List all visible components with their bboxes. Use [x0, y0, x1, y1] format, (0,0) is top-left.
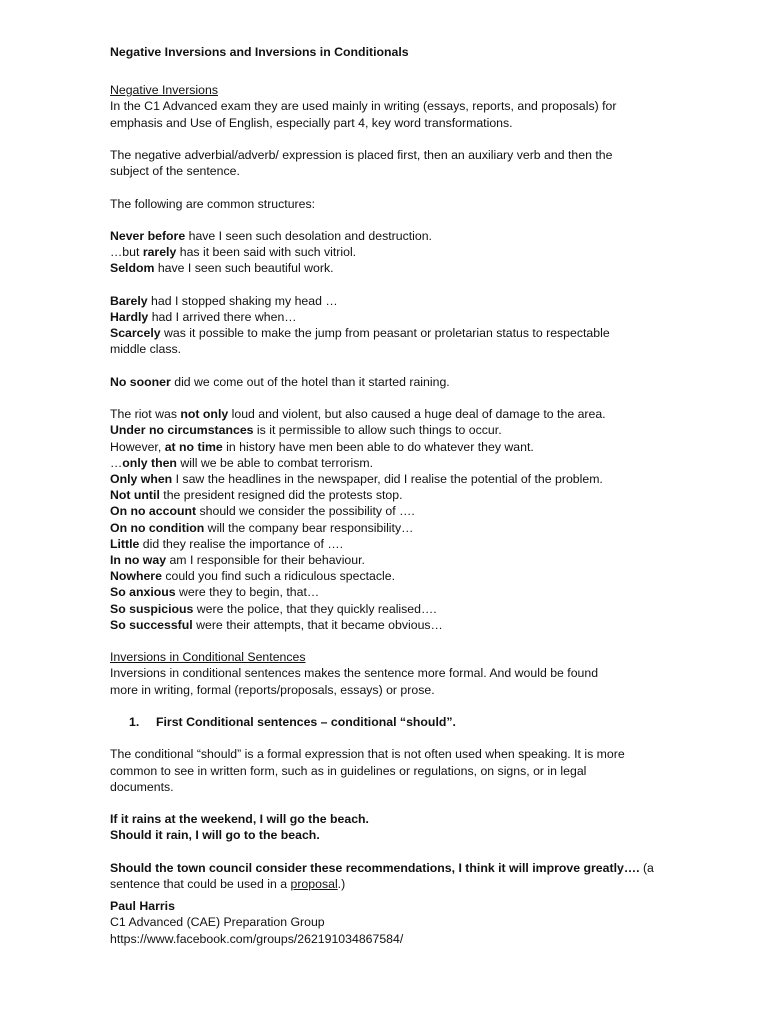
example-line	[110, 374, 670, 390]
list-item-text: First Conditional sentences – conditional “should”.	[156, 715, 456, 729]
example-text: will the company bear responsibility…	[204, 520, 414, 535]
example-line	[110, 552, 670, 568]
example-text: had I arrived there when…	[148, 309, 297, 324]
example-line	[110, 455, 670, 471]
example-text: could you find such a ridiculous spectacle.	[161, 569, 396, 584]
example-text: …	[110, 455, 123, 470]
inversion-phrase: rarely	[142, 245, 177, 260]
explanation-line: common to see in written form, such as in guidelines or regulations, on signs, or in legal	[110, 763, 587, 778]
example-line	[110, 520, 670, 536]
inversion-phrase: Seldom	[110, 261, 155, 276]
inversion-phrase: In no way	[110, 553, 167, 567]
example-text: were their attempts, that it became obvious…	[192, 617, 443, 632]
proposal-word: proposal	[290, 876, 338, 891]
example-line	[110, 601, 670, 617]
example-sentence: Should it rain, I will go to the beach.	[110, 828, 320, 843]
example-text: middle class.	[110, 342, 182, 357]
example-line	[110, 487, 670, 503]
inversion-phrase: So suspicious	[110, 601, 194, 616]
proposal-note-text: sentence that could be used in a	[110, 876, 291, 891]
inversion-phrase: On no account	[110, 504, 197, 519]
inversion-phrase: Only when	[110, 471, 173, 486]
example-line	[110, 325, 670, 341]
example-line	[110, 568, 670, 584]
example-group	[110, 228, 670, 277]
group-name: C1 Advanced (CAE) Preparation Group	[110, 915, 325, 930]
inversion-phrase: not only	[180, 407, 229, 422]
example-text: I saw the headlines in the newspaper, did I realise the potential of the problem.	[172, 471, 603, 486]
common-structures-label: The following are common structures:	[110, 196, 316, 211]
example-line	[110, 503, 670, 519]
example-line	[110, 617, 670, 633]
inversion-phrase: Nowhere	[110, 569, 162, 584]
example-text: had I stopped shaking my head …	[147, 293, 338, 308]
example-text: should we consider the possibility of ….	[196, 504, 415, 519]
explanation-line: The conditional “should” is a formal expression that is not often used when speaking. It is more	[110, 747, 625, 762]
section-heading-conditional-inversions: Inversions in Conditional Sentences	[110, 650, 306, 665]
document-body	[110, 44, 670, 947]
example-line	[110, 260, 670, 276]
example-text: have I seen such beautiful work.	[154, 261, 334, 276]
inversion-phrase: Hardly	[110, 309, 149, 324]
example-text: did we come out of the hotel than it started raining.	[170, 374, 450, 389]
proposal-example-tail: (a	[639, 860, 654, 875]
example-line	[110, 228, 670, 244]
proposal-example-line	[110, 876, 670, 892]
example-line	[110, 471, 670, 487]
example-text: is it permissible to allow such things to occur.	[253, 423, 502, 438]
example-line	[110, 309, 670, 325]
intro-line: Inversions in conditional sentences makes the sentence more formal. And would be found	[110, 666, 599, 681]
inversion-phrase: Scarcely	[110, 326, 161, 341]
inversion-phrase: only then	[122, 455, 177, 470]
numbered-list-item	[110, 714, 670, 730]
example-line	[110, 439, 670, 455]
structure-line: subject of the sentence.	[110, 164, 240, 179]
example-sentence: If it rains at the weekend, I will go the beach.	[110, 812, 369, 827]
author-name: Paul Harris	[110, 899, 175, 914]
example-text: The riot was	[110, 407, 181, 422]
example-group	[110, 406, 670, 633]
explanation-line: documents.	[110, 779, 174, 794]
list-number: 1.	[129, 715, 140, 729]
example-text: were they to begin, that…	[175, 585, 320, 600]
structure-line: The negative adverbial/adverb/ expression is placed first, then an auxiliary verb and then the	[110, 148, 613, 162]
example-group	[110, 293, 670, 358]
inversion-phrase: Never before	[110, 228, 186, 243]
intro-line: In the C1 Advanced exam they are used mainly in writing (essays, reports, and proposals) for	[110, 99, 617, 114]
example-group	[110, 374, 670, 390]
group-url[interactable]: https://www.facebook.com/groups/262191034867584/	[110, 931, 404, 946]
example-text: will we be able to combat terrorism.	[176, 455, 374, 470]
section-heading-negative-inversions: Negative Inversions	[110, 83, 218, 98]
proposal-note-end: .)	[337, 876, 346, 891]
example-text: was it possible to make the jump from peasant or proletarian status to respectable	[160, 326, 610, 341]
example-text: However,	[110, 439, 165, 454]
example-text: has it been said with such vitriol.	[176, 245, 357, 260]
proposal-example-bold: Should the town council consider these recommendations, I think it will improve greatly….	[110, 860, 640, 875]
document-title: Negative Inversions and Inversions in Conditionals	[110, 45, 409, 59]
intro-line: more in writing, formal (reports/proposals, essays) or prose.	[110, 682, 435, 697]
inversion-phrase: Not until	[110, 488, 160, 503]
example-text: loud and violent, but also caused a huge deal of damage to the area.	[228, 407, 606, 422]
example-line	[110, 244, 670, 260]
example-line	[110, 406, 670, 422]
example-text: am I responsible for their behaviour.	[166, 553, 365, 567]
example-line	[110, 341, 670, 357]
proposal-example-line	[110, 860, 670, 876]
example-line	[110, 584, 670, 600]
intro-line: emphasis and Use of English, especially part 4, key word transformations.	[110, 115, 513, 130]
example-text: in history have men been able to do whatever they want.	[222, 439, 534, 454]
inversion-phrase: So successful	[110, 617, 193, 632]
inversion-phrase: So anxious	[110, 585, 176, 600]
inversion-phrase: No sooner	[110, 374, 171, 389]
example-text: …but	[110, 245, 143, 260]
example-text: did they realise the importance of ….	[139, 536, 344, 551]
example-text: were the police, that they quickly realised….	[193, 601, 437, 616]
example-line	[110, 422, 670, 438]
inversion-phrase: Under no circumstances	[110, 423, 254, 438]
inversion-phrase: Barely	[110, 293, 148, 308]
example-line	[110, 293, 670, 309]
inversion-phrase: at no time	[164, 439, 223, 454]
example-text: the president resigned did the protests stop.	[159, 488, 403, 503]
example-line	[110, 536, 670, 552]
inversion-phrase: Little	[110, 536, 140, 551]
example-text: have I seen such desolation and destruction.	[185, 228, 432, 243]
inversion-phrase: On no condition	[110, 520, 205, 535]
